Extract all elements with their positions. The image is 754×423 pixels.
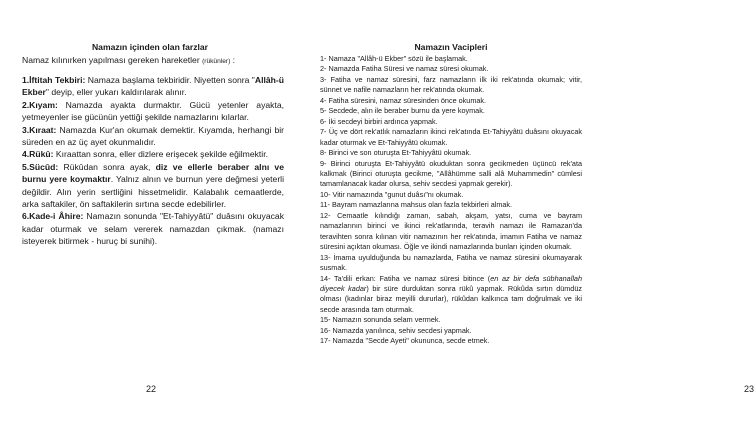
farz-item-label: 6.Kade-i Âhire:: [22, 211, 84, 222]
vacip-item: 17- Namazda "Secde Ayeti" okununca, secde etmek.: [320, 336, 490, 346]
farz-item: 2.Kıyam: Namazda ayakta durmaktır. Gücü yetenler ayakta, yetmeyenler ise gücünün yettiği şekilde namazlarını kılarlar.: [22, 99, 284, 123]
vacip-item: 12- Cemaatle kılındığı zaman, sabah, akşam, yatsı, cuma ve bayram namazlarının birinci ve ikinci rek'atlarında, teravih namazı ile Ramazan'da teravihten sonra kılınan vitir namazının her rek'atında, imamın Fatiha ve namaz süresini açıktan okuması. Öğle ve ikindi namazlarında bunları içinden okumak.: [320, 210, 582, 252]
vacip-item: 10- Vitir namazında "gunut duâsı"nı okumak.: [320, 189, 464, 199]
vacip-item: 6- İki secdeyi birbiri ardınca yapmak.: [320, 116, 438, 126]
right-page: [300, 0, 754, 423]
farz-list: [22, 74, 300, 248]
farz-item: 3.Kıraat: Namazda Kur'an okumak demektir. Kıyamda, herhangi bir süreden en az üç ayet okunmalıdır.: [22, 124, 284, 148]
vacip-item: 13- İmama uyulduğunda bu namazlarda, Fatiha ve namaz süresini okumayarak susmak.: [320, 252, 582, 273]
vacip-item: 15- Namazın sonunda selam vermek.: [320, 315, 441, 325]
left-page-title: Namazın içinden olan farzlar: [91, 42, 209, 52]
farz-item: 4.Rükû: Kıraattan sonra, eller dizlere erişecek şekilde eğilmektir.: [22, 149, 268, 160]
farz-item: 6.Kade-i Âhire: Namazın sonunda "Et-Tahiyyâtü" duâsını okuyacak kadar oturmak ve selam vererek namazdan çıkmak. (namazı isteyerek bitirmek - huruç bi sunihi).: [22, 211, 284, 247]
farz-item: 5.Sücûd: Rükûdan sonra ayak, diz ve ellerle beraber alnı ve burnu yere koymaktır. Yalnız alnın ve burnun yere değmesi yeterli değildir. Alın yerin sertliğini hissetmelidir. Kalabalık cemaatlerde, arka saftakiler, ön saftakilerin sırtına secde edebilirler.: [22, 161, 284, 210]
page-number-right: 23: [744, 384, 754, 394]
farz-item-label: 2.Kıyam:: [22, 99, 58, 110]
right-page-title: Namazın Vacipleri: [414, 42, 488, 52]
farz-item-label: 3.Kıraat:: [22, 124, 57, 135]
vacip-item: 16- Namazda yanılınca, sehiv secdesi yapmak.: [320, 325, 472, 335]
farz-item-label: 1.İftitah Tekbiri:: [22, 75, 86, 85]
farz-item-label: 5.Sücûd:: [22, 161, 59, 172]
vacip-item: 5- Secdede, alın ile beraber burnu da yere koymak.: [320, 106, 485, 116]
vacip-item: 4- Fatiha süresini, namaz süresinden önce okumak.: [320, 95, 487, 105]
left-page-intro: Namaz kılınırken yapılması gereken hareketler (rükünler) :: [22, 55, 236, 65]
vacip-item: 9- Birinci oturuşta Et-Tahiyyâtü okuduktan sonra gecikmeden üçüncü rek'ata kalkmak (Birinci oturuşta gecikme, "Allâhümme salli alâ Muhammedin" cümlesi tamamlanacak kadar olursa, sehiv secdesi yapmak gerekir).: [320, 158, 582, 189]
page-number-left: 22: [146, 384, 157, 394]
vacip-item: 1- Namaza "Allâh-ü Ekber" sözü ile başlamak.: [320, 54, 468, 63]
vacip-item: 7- Üç ve dört rek'atlık namazların ikinci rek'atında Et-Tahiyyâtü duâsını okuyacak kadar oturmak ve Et-Tahiyyâtü okumak.: [320, 127, 582, 147]
vacip-item: 14- Ta'dili erkan: Fatiha ve namaz süresi bitince (en az bir defa sübhanallah diyecek kadar) bir süre durduktan sonra rükû yapmak. Rükûda sırtın dümdüz olması (kadınlar biraz meyilli dururlar), rükûdan kalkınca tam doğrulmak ve iki secde arasında tam oturmak.: [320, 273, 582, 314]
vacip-item: 3- Fatiha ve namaz süresini, farz namazların ilk iki rek'atında okumak; vitir, sünnet ve nafile namazların her rek'atında okumak.: [320, 74, 582, 95]
farz-item: 1.İftitah Tekbiri: Namaza başlama tekbiridir. Niyetten sonra "Allâh-ü Ekber" deyip, eller yukarı kaldırılarak alınır.: [22, 75, 284, 98]
farz-item-label: 4.Rükû:: [22, 149, 54, 160]
left-page: [0, 0, 300, 423]
vacip-list: [320, 54, 600, 347]
vacip-item: 2- Namazda Fatiha Süresi ve namaz süresi okumak.: [320, 64, 489, 74]
vacip-item: 11- Bayram namazlarına mahsus olan fazla tekbirleri almak.: [320, 200, 513, 210]
vacip-item: 8- Birinci ve son oturuşta Et-Tahiyyâtü okumak.: [320, 148, 472, 158]
